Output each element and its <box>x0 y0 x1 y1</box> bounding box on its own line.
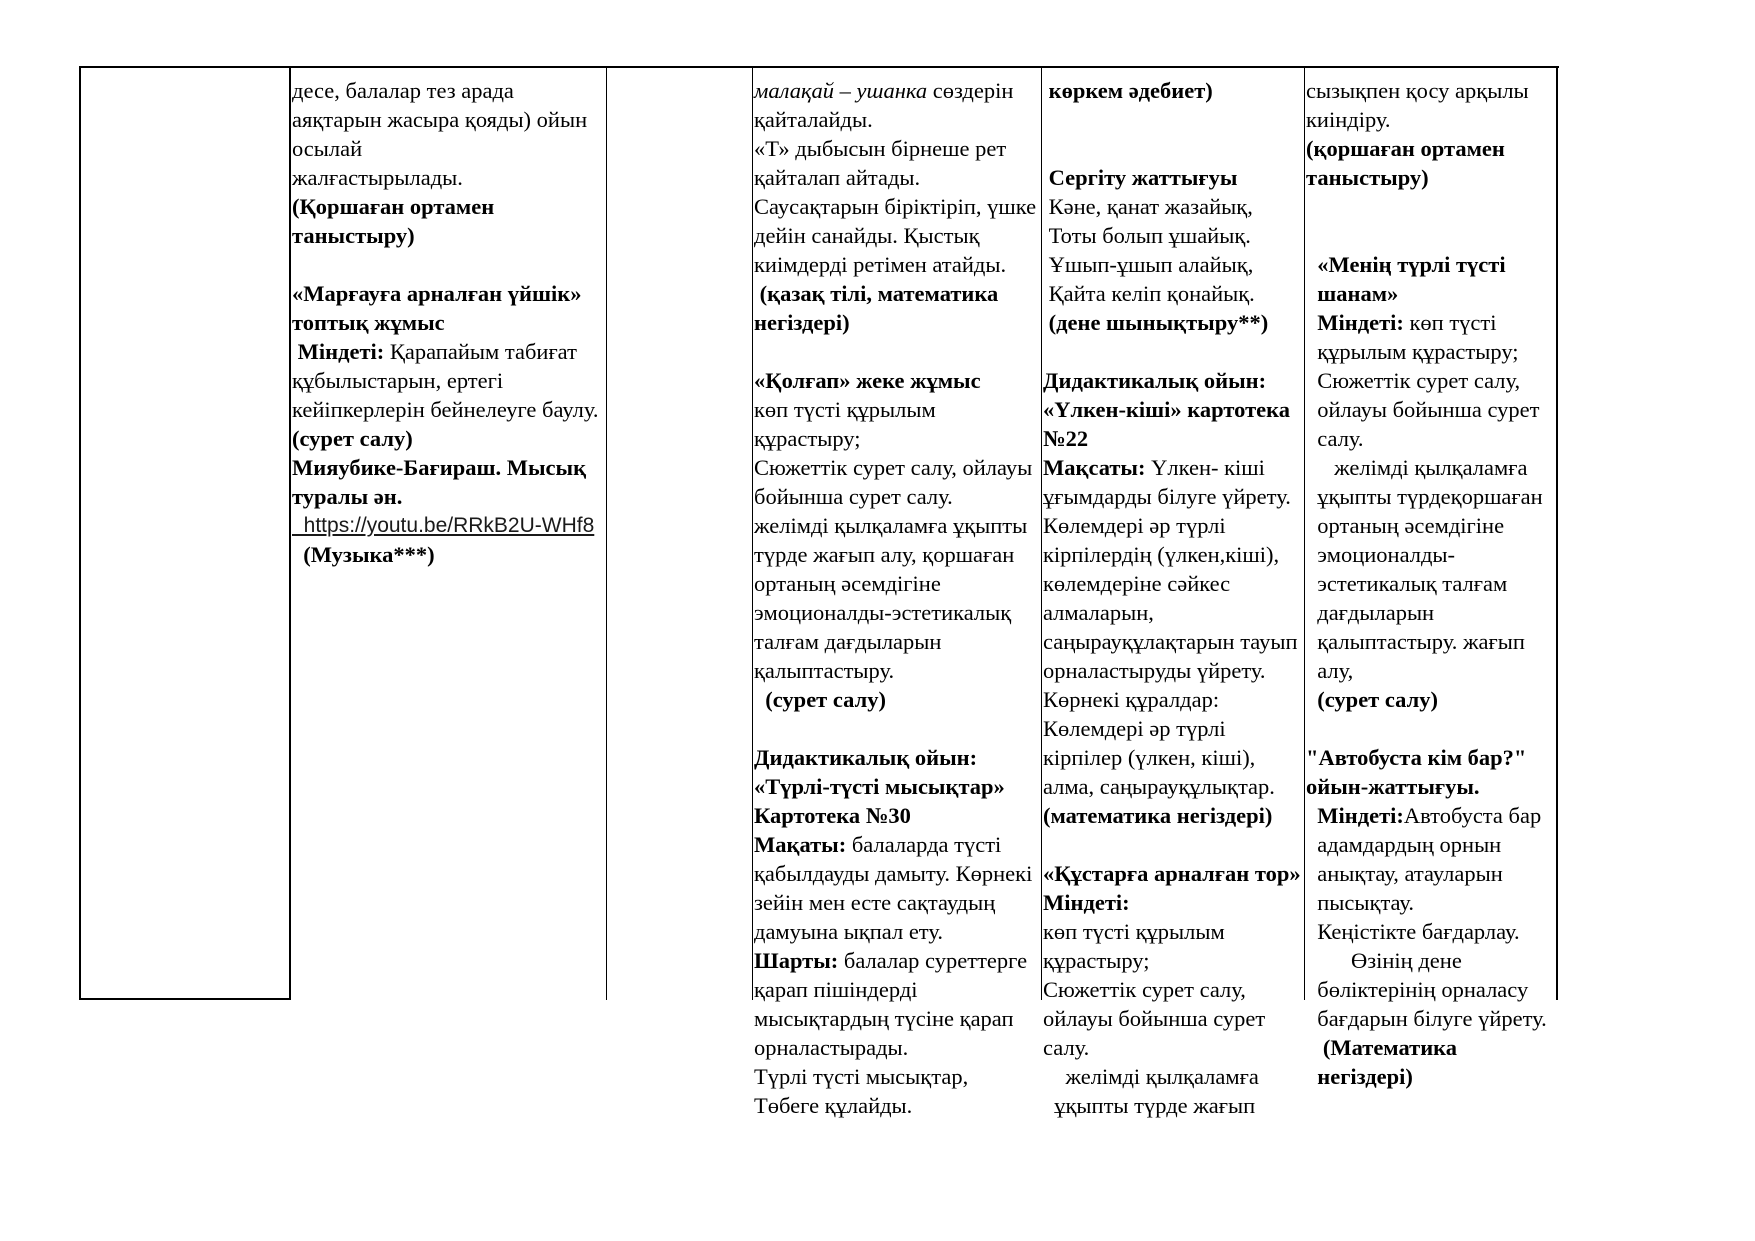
label-bold: Міндеті: <box>1306 803 1404 828</box>
text-line: Сюжеттік сурет салу, <box>1306 368 1521 393</box>
text-line: (сурет салу) <box>754 687 886 712</box>
label-bold: Шарты: <box>754 948 839 973</box>
text-line <box>292 250 604 279</box>
text-line: Көрнекі құралдар: <box>1043 687 1220 712</box>
text-line: ойлауы бойынша сурет <box>1306 397 1540 422</box>
text-line <box>1306 221 1554 250</box>
text-segment: көп түсті <box>1403 310 1497 335</box>
text-line: түрде жағып алу, қоршаған <box>754 542 1015 567</box>
text-line: Түрлі түсті мысықтар, <box>754 1064 969 1089</box>
text-line: (қазақ тілі, математика <box>754 281 999 306</box>
text-line <box>1306 714 1554 743</box>
cell-col4 <box>754 76 1040 1120</box>
text-line: «Т» дыбысын бірнеше рет <box>754 136 1007 161</box>
text-line: қарап пішіндерді <box>754 977 918 1002</box>
text-line: қайталап айтады. <box>754 165 921 190</box>
text-line: Дидактикалық ойын: <box>754 745 978 770</box>
text-segment: сөздерін <box>927 78 1014 103</box>
text-line: орналастырады. <box>754 1035 909 1060</box>
text-line: кірпілердің (үлкен,кіші), <box>1043 542 1280 567</box>
text-line: (Қоршаған ортамен <box>292 194 495 219</box>
label-bold: Міндеті: <box>292 339 385 364</box>
text-line <box>1043 105 1303 134</box>
text-line: (сурет салу) <box>292 426 413 451</box>
text-line: көп түсті құрылым <box>754 397 936 422</box>
text-line <box>754 76 1040 105</box>
text-line: "Автобуста кім бар?" <box>1306 745 1527 770</box>
text-line: Кеңістікте бағдарлау. <box>1306 919 1520 944</box>
text-line: желімді қылқаламға <box>1043 1064 1259 1089</box>
text-line: «Менің түрлі түсті <box>1306 252 1506 277</box>
text-line <box>1306 192 1554 221</box>
text-line: талғам дағдыларын <box>754 629 942 654</box>
text-line: желімді қылқаламға <box>1306 455 1528 480</box>
text-line: эмоционалды-эстетикалық <box>754 600 1012 625</box>
text-line: (Математика <box>1306 1035 1458 1060</box>
table-left-border <box>79 66 81 1000</box>
text-line: жалғастырылады. <box>292 165 463 190</box>
text-line: «Қолғап» жеке жұмыс <box>754 368 981 393</box>
italic-segment: малақай – ушанка <box>754 78 928 103</box>
text-segment: балалар суреттерге <box>838 948 1028 973</box>
text-line: шанам» <box>1306 281 1399 306</box>
text-line <box>754 337 1040 366</box>
table-right-border <box>1556 66 1558 1000</box>
text-line <box>1306 801 1554 830</box>
text-line: анықтау, атауларын <box>1306 861 1503 886</box>
text-line <box>292 337 604 366</box>
text-line: мысықтардың түсіне қарап <box>754 1006 1014 1031</box>
text-line: қалыптастыру. <box>754 658 895 683</box>
text-line: осылай <box>292 136 363 161</box>
text-line: зейін мен есте сақтаудың <box>754 890 996 915</box>
text-line: салу. <box>1043 1035 1090 1060</box>
text-line: негіздері) <box>754 310 850 335</box>
text-line: ойлауы бойынша сурет <box>1043 1006 1266 1031</box>
text-line: эстетикалық талғам <box>1306 571 1508 596</box>
text-line: бағдарын білуге үйрету. <box>1306 1006 1547 1031</box>
text-line: туралы ән. <box>292 484 403 509</box>
text-line: Көлемдері әр түрлі <box>1043 513 1226 538</box>
text-line: Мияубике-Бағираш. Мысық <box>292 455 587 480</box>
column-divider-4 <box>1041 66 1042 1000</box>
text-line: Дидактикалық ойын: <box>1043 368 1267 393</box>
text-line: (сурет салу) <box>1306 687 1438 712</box>
text-line: Сюжеттік сурет салу, <box>1043 977 1246 1002</box>
text-line: Қайта келіп қонайық. <box>1043 281 1255 306</box>
text-line: Сюжеттік сурет салу, ойлауы <box>754 455 1033 480</box>
text-line: Картотека №30 <box>754 803 911 828</box>
text-line: (математика негіздері) <box>1043 803 1273 828</box>
text-line <box>1043 453 1303 482</box>
text-line: ұқыпты түрде жағып <box>1043 1093 1256 1118</box>
text-line: салу. <box>1306 426 1364 451</box>
youtube-link[interactable]: https://youtu.be/RRkB2U-WHf8 <box>292 514 595 537</box>
text-line: құрастыру; <box>754 426 861 451</box>
table-bottom-border <box>79 998 290 1000</box>
label-bold: Мақаты: <box>754 832 847 857</box>
text-line: құрылым құрастыру; <box>1306 339 1519 364</box>
text-line: ортаның әсемдігіне <box>1306 513 1505 538</box>
text-line: аяқтарын жасыра қояды) ойын <box>292 107 588 132</box>
text-line: десе, балалар тез арада <box>292 78 514 103</box>
text-line: таныстыру) <box>1306 165 1429 190</box>
text-line: ұқыпты түрдеқоршаған <box>1306 484 1543 509</box>
text-line: «Үлкен-кіші» картотека <box>1043 397 1291 422</box>
text-line: адамдардың орнын <box>1306 832 1502 857</box>
text-line <box>1043 134 1303 163</box>
text-line: кірпілер (үлкен, кіші), <box>1043 745 1256 770</box>
cell-col2 <box>292 76 604 569</box>
text-line: көркем әдебиет) <box>1043 78 1213 103</box>
text-line: ортаның әсемдігіне <box>754 571 941 596</box>
text-line: құрастыру; <box>1043 948 1150 973</box>
text-line: таныстыру) <box>292 223 415 248</box>
text-line: киіндіру. <box>1306 107 1391 132</box>
text-line: топтық жұмыс <box>292 310 445 335</box>
text-line: эмоционалды- <box>1306 542 1456 567</box>
text-line: алма, саңырауқұлықтар. <box>1043 774 1275 799</box>
text-line: бөліктерінің орналасу <box>1306 977 1529 1002</box>
text-line: желімді қылқаламға ұқыпты <box>754 513 1028 538</box>
text-line <box>1043 830 1303 859</box>
text-line: №22 <box>1043 426 1089 451</box>
text-line: Тоты болып ұшайық. <box>1043 223 1251 248</box>
text-line: алу, <box>1306 658 1354 683</box>
text-line <box>1306 308 1554 337</box>
text-line: (дене шынықтыру**) <box>1043 310 1269 335</box>
text-line: Өзінің дене <box>1306 948 1462 973</box>
label-bold: Міндеті: <box>1306 310 1404 335</box>
text-line: «Құстарға арналған тор» <box>1043 861 1301 886</box>
column-divider-3 <box>752 66 753 1000</box>
text-line: ұғымдарды білуге үйрету. <box>1043 484 1291 509</box>
text-line <box>754 946 1040 975</box>
text-segment: Автобуста бар <box>1403 803 1542 828</box>
text-line: пысықтау. <box>1306 890 1415 915</box>
text-line: дейін санайды. Қыстық <box>754 223 980 248</box>
text-line: көп түсті құрылым <box>1043 919 1225 944</box>
text-line <box>1043 337 1303 366</box>
text-line <box>754 830 1040 859</box>
text-line: сызықпен қосу арқылы <box>1306 78 1529 103</box>
column-divider-2 <box>606 66 607 1000</box>
text-line: Саусақтарын біріктіріп, үшке <box>754 194 1037 219</box>
text-line: киімдерді ретімен атайды. <box>754 252 1007 277</box>
text-line: бойынша сурет салу. <box>754 484 953 509</box>
text-line: «Марғауға арналған үйшік» <box>292 281 582 306</box>
text-line: қалыптастыру. жағып <box>1306 629 1525 654</box>
label-bold: Мақсаты: <box>1043 455 1146 480</box>
column-divider-5 <box>1304 66 1305 1000</box>
cell-col5 <box>1043 76 1303 1120</box>
text-line: Міндеті: <box>1043 890 1130 915</box>
text-line: дамуына ықпал ету. <box>754 919 943 944</box>
text-line: Сергіту жаттығуы <box>1043 165 1238 190</box>
text-line: Ұшып-ұшып алайық, <box>1043 252 1254 277</box>
text-line: Көлемдері әр түрлі <box>1043 716 1226 741</box>
text-line: (Музыка***) <box>292 542 435 567</box>
text-line: (қоршаған ортамен <box>1306 136 1505 161</box>
text-line: көлемдеріне сәйкес <box>1043 571 1231 596</box>
text-line: құбылыстарын, ертегі <box>292 368 504 393</box>
text-line: орналастыруды үйрету. <box>1043 658 1266 683</box>
text-line: Кәне, қанат жазайық, <box>1043 194 1253 219</box>
text-segment: Қарапайым табиғат <box>384 339 577 364</box>
text-segment: балаларда түсті <box>846 832 1002 857</box>
text-line: дағдыларын <box>1306 600 1435 625</box>
text-line: кейіпкерлерін бейнелеуге баулу. <box>292 397 599 422</box>
text-line: Төбеге құлайды. <box>754 1093 913 1118</box>
text-line: қайталайды. <box>754 107 873 132</box>
text-line: негіздері) <box>1306 1064 1413 1089</box>
text-line: ойын-жаттығуы. <box>1306 774 1480 799</box>
cell-col6 <box>1306 76 1554 1091</box>
text-line: саңырауқұлақтарын тауып <box>1043 629 1298 654</box>
table-top-border <box>79 66 1559 68</box>
text-segment: Үлкен- кіші <box>1145 455 1265 480</box>
column-divider-1 <box>289 66 291 1000</box>
text-line: қабылдауды дамыту. Көрнекі <box>754 861 1033 886</box>
text-line: алмаларын, <box>1043 600 1154 625</box>
text-line: «Түрлі-түсті мысықтар» <box>754 774 1005 799</box>
text-line <box>754 714 1040 743</box>
